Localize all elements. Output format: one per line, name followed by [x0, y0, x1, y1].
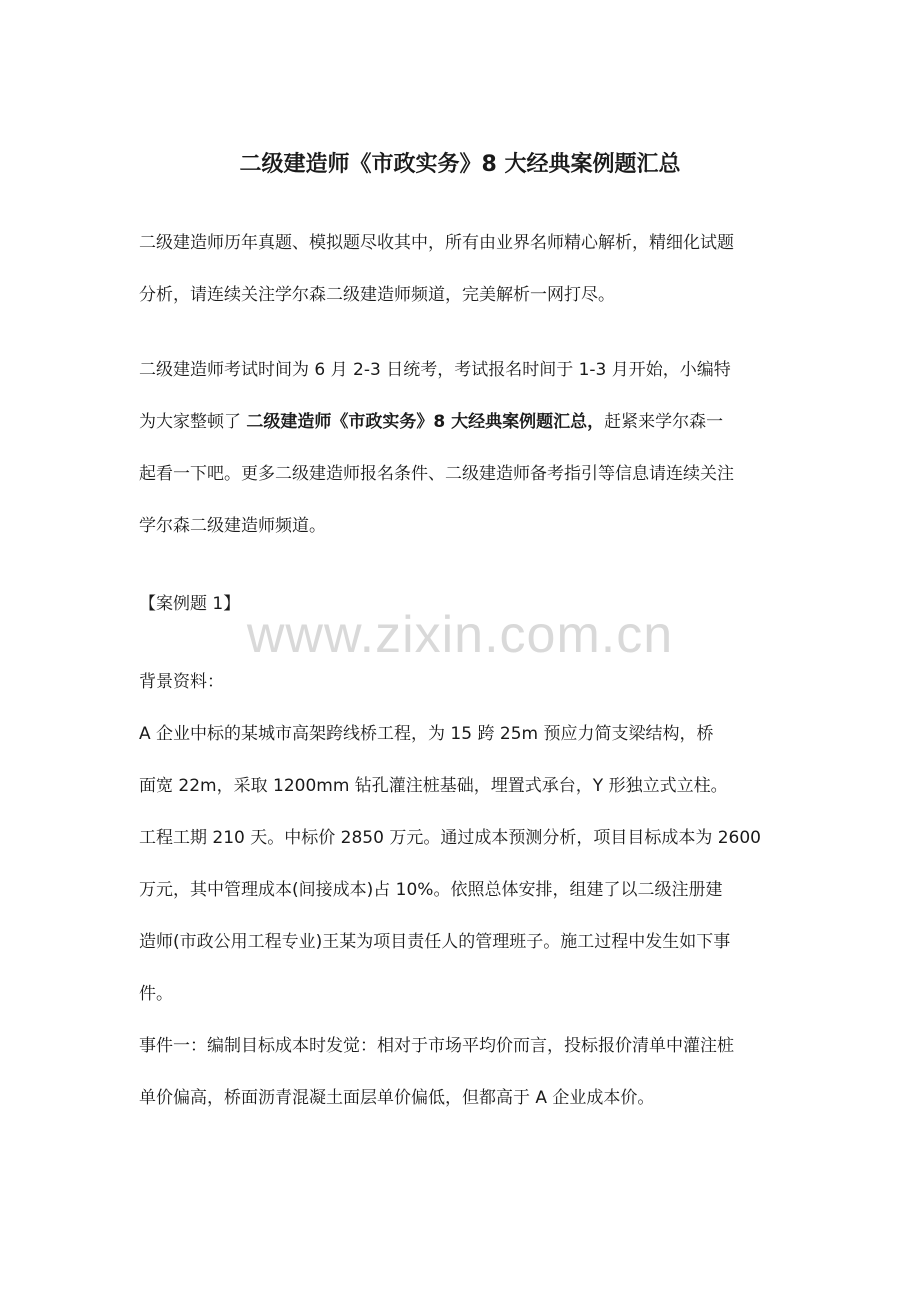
exam-info-line-4: 学尔森二级建造师频道。 — [139, 516, 326, 536]
exam-info-line-2 — [139, 408, 723, 436]
watermark-text: www.zixin.com.cn — [246, 606, 674, 664]
case-heading: 【案例题 1】 — [139, 594, 241, 614]
exam-info-line-1: 二级建造师考试时间为 6 月 2-3 日统考，考试报名时间于 1-3 月开始，小编特 — [139, 360, 731, 380]
exam-info-line-2-pre: 为大家整顿了 — [139, 412, 247, 432]
case-paragraph-line-3: 工程工期 210 天。中标价 2850 万元。通过成本预测分析，项目目标成本为 2600 — [139, 828, 761, 848]
event-one-line-2: 单价偏高，桥面沥青混凝土面层单价偏低，但都高于 A 企业成本价。 — [139, 1088, 655, 1108]
case-paragraph-line-6: 件。 — [139, 984, 173, 1004]
intro-line-2: 分析，请连续关注学尔森二级建造师频道，完美解析一网打尽。 — [139, 285, 615, 305]
exam-info-line-2-post: 赶紧来学尔森一 — [604, 412, 724, 432]
document-title: 二级建造师《市政实务》8 大经典案例题汇总 — [239, 152, 681, 177]
case-paragraph-line-5: 造师(市政公用工程专业)王某为项目责任人的管理班子。施工过程中发生如下事 — [139, 932, 731, 952]
background-label: 背景资料： — [139, 672, 224, 692]
case-paragraph-line-4: 万元，其中管理成本(间接成本)占 10%。依照总体安排，组建了以二级注册建 — [139, 880, 723, 900]
case-paragraph-line-1: A 企业中标的某城市高架跨线桥工程，为 15 跨 25m 预应力简支梁结构，桥 — [139, 724, 714, 744]
case-paragraph-line-2: 面宽 22m，采取 1200mm 钻孔灌注桩基础，埋置式承台，Y 形独立式立柱。 — [139, 776, 728, 796]
exam-info-highlight: 二级建造师《市政实务》8 大经典案例题汇总， — [246, 412, 605, 432]
event-one-line-1: 事件一：编制目标成本时发觉：相对于市场平均价而言，投标报价清单中灌注桩 — [139, 1036, 734, 1056]
intro-line-1: 二级建造师历年真题、模拟题尽收其中，所有由业界名师精心解析，精细化试题 — [139, 233, 734, 253]
exam-info-line-3: 起看一下吧。更多二级建造师报名条件、二级建造师备考指引等信息请连续关注 — [139, 464, 734, 484]
